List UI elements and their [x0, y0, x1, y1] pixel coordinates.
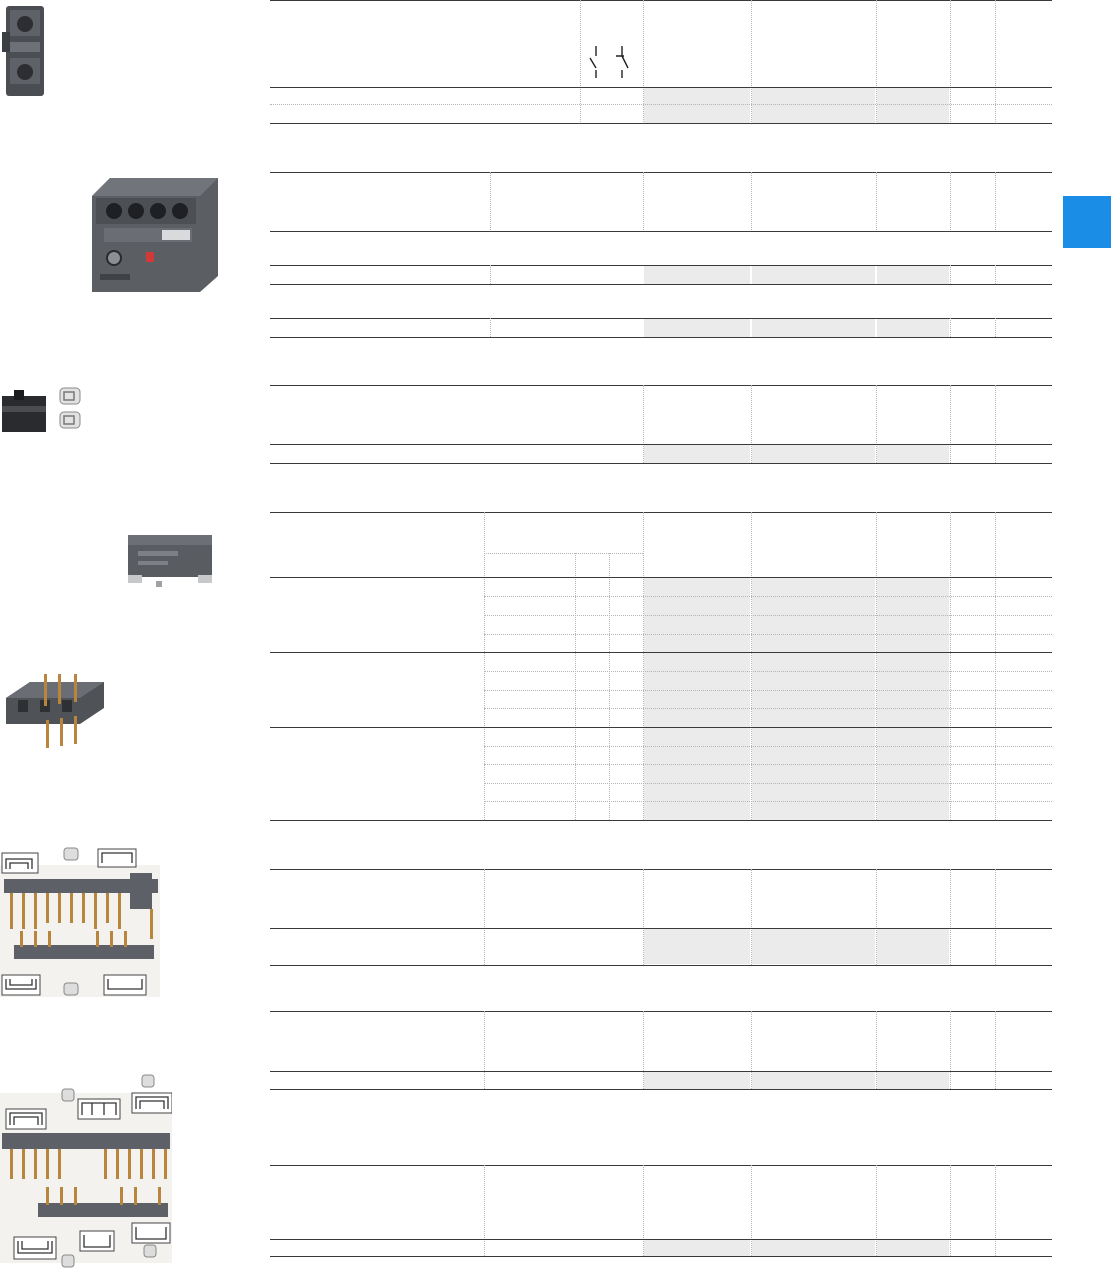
interlock-icon — [0, 384, 84, 436]
wiring-kit-icon — [0, 845, 160, 997]
connection-link-icon — [0, 672, 106, 750]
suppressor-icon — [124, 531, 216, 589]
contact-symbol-icon — [586, 44, 634, 80]
timer-block-icon — [92, 176, 220, 294]
section-tab-marker — [1063, 196, 1111, 248]
contact-block-icon — [0, 2, 48, 100]
star-delta-kit-icon — [0, 1073, 172, 1269]
